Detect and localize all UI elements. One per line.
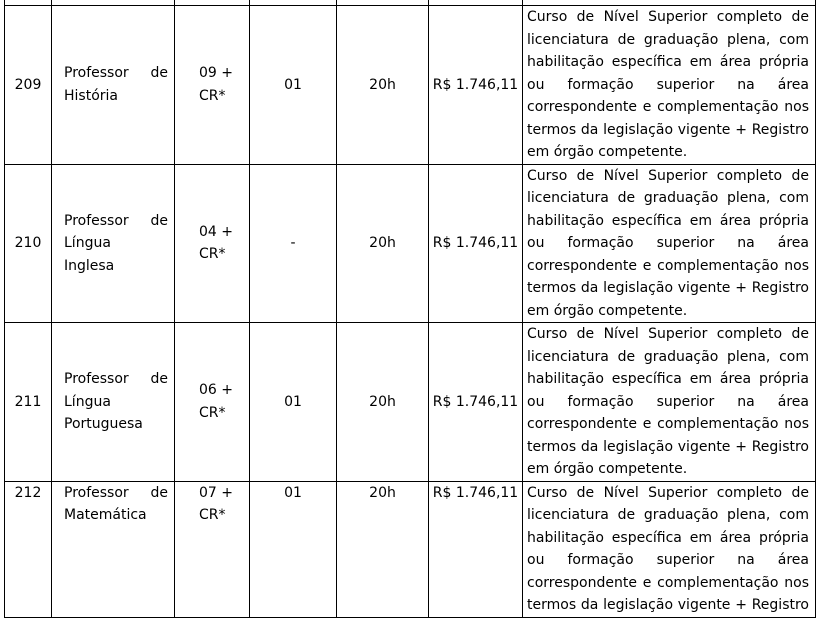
salary: R$ 1.746,11 — [432, 393, 519, 410]
requirements-line: correspondente e complementação nos — [527, 257, 809, 274]
vacancies-cell — [175, 164, 250, 323]
reserved-vacancies: 01 — [284, 393, 302, 410]
requirements-line: licenciatura de graduação plena, com — [527, 31, 809, 48]
requirements-cell — [523, 323, 816, 482]
position-code-cell — [5, 323, 52, 482]
workload: 20h — [369, 76, 396, 93]
requirements-line: habilitação específica em área própria — [527, 529, 809, 546]
requirements-line: Curso de Nível Superior completo de — [527, 167, 809, 184]
requirements-line: licenciatura de graduação plena, com — [527, 507, 809, 523]
position-code: 210 — [14, 235, 42, 251]
salary-cell — [429, 164, 523, 323]
salary: R$ 1.746,11 — [432, 76, 519, 93]
salary-cell — [429, 6, 523, 165]
reserved-vacancies-cell — [250, 164, 337, 323]
salary: R$ 1.746,11 — [432, 235, 519, 251]
requirements-line: correspondente e complementação nos — [527, 416, 809, 432]
position-title-line: História — [64, 87, 118, 104]
reserved-vacancies: 01 — [284, 484, 302, 501]
requirements-line: licenciatura de graduação plena, com — [527, 348, 809, 365]
salary-cell — [429, 481, 523, 617]
position-code: 209 — [14, 76, 42, 93]
position-code: 212 — [14, 484, 42, 501]
requirements-line: habilitação específica em área própria — [527, 371, 809, 387]
requirements-line: em órgão competente. — [527, 144, 688, 160]
table-row — [5, 323, 816, 482]
workload-cell — [337, 6, 429, 165]
requirements-line: habilitação específica em área própria — [527, 54, 809, 70]
vacancies-line: CR* — [199, 404, 226, 421]
position-title-line: Professor de — [64, 484, 168, 501]
workload: 20h — [369, 235, 396, 251]
job-positions-table — [4, 0, 816, 618]
vacancies-line: CR* — [199, 87, 226, 104]
position-title-cell — [52, 323, 175, 482]
position-title-line: Língua — [64, 393, 111, 410]
reserved-vacancies: 01 — [284, 76, 302, 93]
requirements-line: Curso de Nível Superior completo de — [527, 9, 809, 25]
vacancies-line: CR* — [199, 507, 226, 523]
workload: 20h — [369, 393, 396, 410]
table-row — [5, 6, 816, 165]
salary-cell — [429, 323, 523, 482]
workload-cell — [337, 323, 429, 482]
position-title-line: Matemática — [64, 507, 147, 523]
vacancies-line: 06 + — [199, 382, 233, 399]
requirements-line: termos da legislação vigente + Registro — [527, 121, 809, 138]
position-title-line: Portuguesa — [64, 416, 143, 432]
requirements-line: habilitação específica em área própria — [527, 212, 809, 229]
requirements-line: Curso de Nível Superior completo de — [527, 484, 809, 501]
requirements-line: termos da legislação vigente + Registro — [527, 597, 809, 613]
vacancies-line: 04 + — [199, 223, 233, 240]
requirements-line: ou formação superior na área — [527, 76, 809, 93]
requirements-line: correspondente e complementação nos — [527, 574, 809, 591]
vacancies-cell — [175, 481, 250, 617]
requirements-line: em órgão competente. — [527, 302, 688, 319]
reserved-vacancies-cell — [250, 481, 337, 617]
requirements-line: licenciatura de graduação plena, com — [527, 190, 809, 206]
position-title-line: Inglesa — [64, 257, 115, 274]
vacancies-line: 09 + — [199, 65, 233, 82]
position-code-cell — [5, 6, 52, 165]
position-title-line: Professor de — [64, 65, 168, 82]
salary: R$ 1.746,11 — [432, 484, 519, 501]
position-title-cell — [52, 481, 175, 617]
position-title-cell — [52, 6, 175, 165]
workload-cell — [337, 164, 429, 323]
requirements-cell — [523, 481, 816, 617]
position-code: 211 — [14, 393, 42, 410]
position-title-line: Professor de — [64, 371, 168, 387]
requirements-line: termos da legislação vigente + Registro — [527, 438, 809, 455]
vacancies-cell — [175, 6, 250, 165]
position-code-cell — [5, 164, 52, 323]
requirements-cell — [523, 164, 816, 323]
reserved-vacancies-cell — [250, 6, 337, 165]
workload: 20h — [369, 484, 396, 501]
table-row — [5, 164, 816, 323]
reserved-vacancies: - — [290, 235, 296, 251]
vacancies-line: CR* — [199, 246, 226, 263]
vacancies-line: 07 + — [199, 484, 233, 501]
requirements-cell — [523, 6, 816, 165]
position-title-line: Língua — [64, 235, 111, 251]
position-code-cell — [5, 481, 52, 617]
position-title-cell — [52, 164, 175, 323]
requirements-line: Curso de Nível Superior completo de — [527, 326, 809, 342]
requirements-line: ou formação superior na área — [527, 552, 809, 568]
vacancies-cell — [175, 323, 250, 482]
table-row — [5, 481, 816, 617]
requirements-line: termos da legislação vigente + Registro — [527, 280, 809, 296]
workload-cell — [337, 481, 429, 617]
requirements-line: em órgão competente. — [527, 461, 688, 477]
requirements-line: correspondente e complementação nos — [527, 99, 809, 115]
position-title-line: Professor de — [64, 212, 168, 229]
reserved-vacancies-cell — [250, 323, 337, 482]
requirements-line: ou formação superior na área — [527, 393, 809, 410]
table-body — [5, 0, 816, 617]
requirements-line: ou formação superior na área — [527, 235, 809, 251]
